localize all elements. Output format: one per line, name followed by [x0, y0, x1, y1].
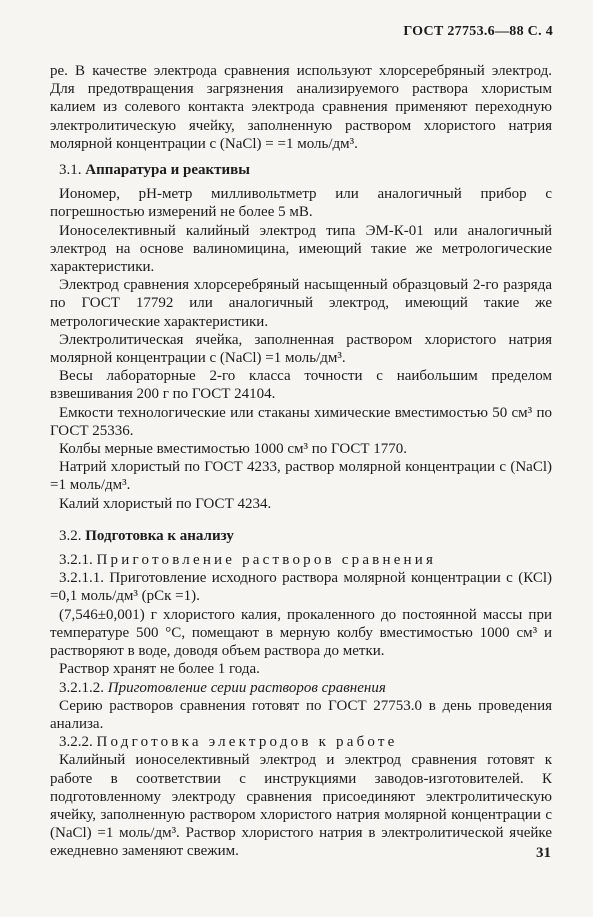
section-title: Подготовка к анализу — [85, 527, 234, 544]
paragraph-kcl-mass: (7,546±0,001) г хлористого калия, прокаленного до постоянной массы при температуре 500 °С, помещают в мерную колбу вместимостью 1000 см³ и растворяют в воде, доводя объем раствора до метки. — [50, 606, 552, 660]
subsection-heading-3-2-1-2 — [50, 679, 552, 697]
paragraph-reference-electrode: Электрод сравнения хлорсеребряный насыщенный образцовый 2-го разряда по ГОСТ 17792 или аналогичный электрод, имеющий такие же метрологические характеристики. — [50, 277, 552, 330]
section-title: Аппаратура и реактивы — [85, 162, 250, 179]
paragraph-electrode-preparation: Калийный ионоселективный электрод и электрод сравнения готовят к работе в соответствии с инструкциями заводов-изготовителей. К подготовленному электроду сравнения присоединяют электролитическую ячейку, заполненную раствором хлористого натрия молярной концентрации с (NaCl) =1 моль/дм³. Раствор хлористого натрия в электролитической ячейке ежедневно заменяют свежим. — [50, 752, 552, 860]
page-number: 31 — [536, 845, 551, 861]
paragraph-3-2-1-1: 3.2.1.1. Приготовление исходного раствора молярной концентрации с (КСl) =0,1 моль/дм³ (рСк =1). — [50, 570, 552, 605]
section-number: 3.2.1. — [59, 552, 93, 569]
paragraph-sodium-chloride: Натрий хлористый по ГОСТ 4233, раствор молярной концентрации с (NaCl) =1 моль/дм³. — [50, 459, 552, 494]
section-heading-3-2 — [50, 527, 552, 545]
section-number: 3.2. — [59, 527, 82, 544]
subsection-heading-3-2-2 — [50, 733, 552, 751]
section-title: Подготовка электродов к работе — [96, 734, 398, 751]
section-title: Приготовление растворов сравнения — [96, 552, 437, 569]
paragraph-ionomer: Иономер, pH-метр милливольтметр или аналогичный прибор с погрешностью измерений не более 5 мВ. — [50, 186, 552, 221]
paragraph-potassium-chloride: Калий хлористый по ГОСТ 4234. — [59, 495, 272, 512]
paragraph-flasks: Колбы мерные вместимостью 1000 см³ по ГОСТ 1770. — [59, 441, 408, 458]
paragraph-ionselective-electrode: Ионоселективный калийный электрод типа ЭМ-К-01 или аналогичный электрод на основе валиномицина, имеющий такие же метрологические характеристики. — [50, 222, 552, 276]
paragraph-storage: Раствор хранят не более 1 года. — [59, 661, 260, 678]
paragraph-electrolytic-cell: Электролитическая ячейка, заполненная раствором хлористого натрия молярной концентрации с (NaCl) =1 моль/дм³. — [50, 331, 552, 367]
section-heading-3-1 — [50, 161, 552, 179]
paragraph-series: Серию растворов сравнения готовят по ГОСТ 27753.0 в день проведения анализа. — [50, 697, 552, 732]
document-body — [50, 62, 552, 861]
section-number: 3.2.1.2. — [59, 679, 104, 696]
subsection-heading-3-2-1 — [50, 551, 552, 569]
section-number: 3.1. — [59, 162, 82, 179]
paragraph-intro: ре. В качестве электрода сравнения используют хлорсеребряный электрод. Для предотвращения загрязнения анализируемого раствора хлористым калием из солевого контакта электрода сравнения применяют переходную электролитическую ячейку, заполненную раствором хлористого натрия молярной концентрации с (NaCl) = =1 моль/дм³. — [50, 63, 552, 152]
paragraph-vessels: Емкости технологические или стаканы химические вместимостью 50 см³ по ГОСТ 25336. — [50, 404, 552, 439]
section-number: 3.2.2. — [59, 734, 93, 751]
document-header: ГОСТ 27753.6—88 С. 4 — [403, 24, 553, 39]
paragraph-balance: Весы лабораторные 2-го класса точности с наибольшим пределом взвешивания 200 г по ГОСТ 24104. — [50, 368, 552, 403]
section-title: Приготовление серии растворов сравнения — [107, 679, 386, 696]
